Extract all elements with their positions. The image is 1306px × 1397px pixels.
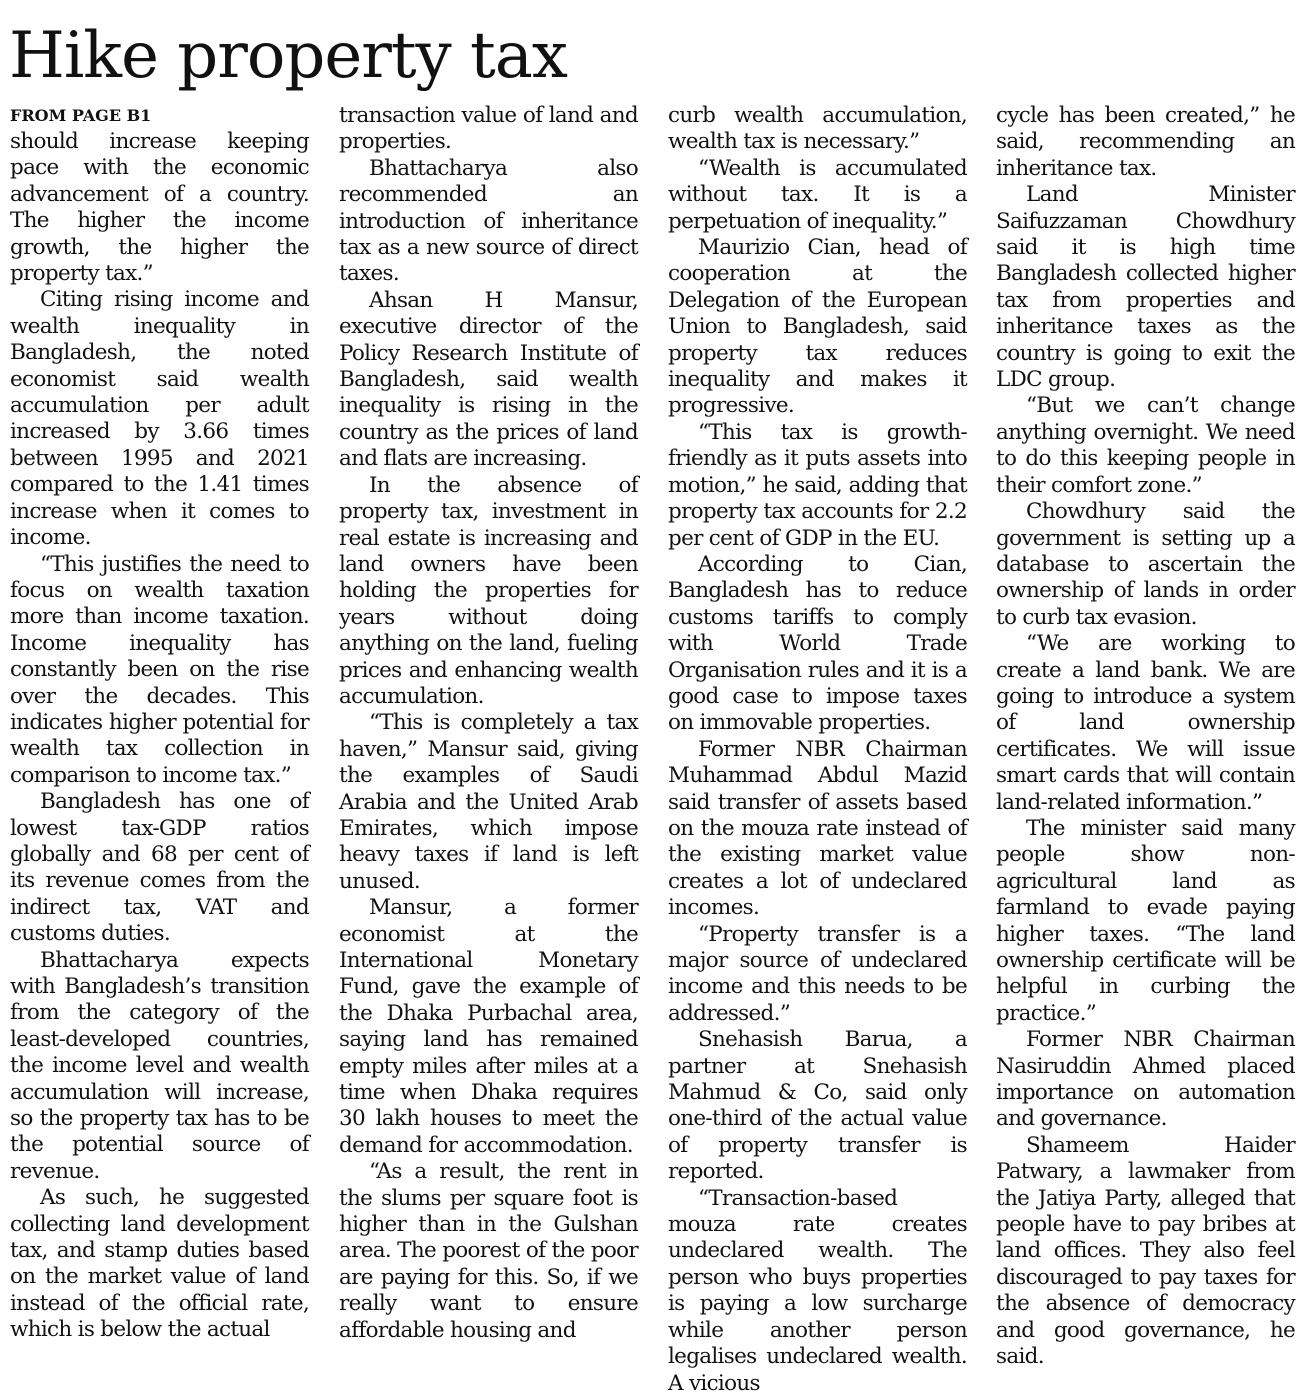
article-column-3 xyxy=(668,103,967,1396)
paragraph: “This tax is growth-friendly as it puts assets into motion,” he said, adding that property tax accounts for 2.2 per cent of GDP in the EU. xyxy=(668,419,967,551)
paragraph: Snehasish Barua, a partner at Snehasish Mahmud & Co, said only one-third of the actual value of property transfer is reported. xyxy=(668,1027,967,1185)
paragraph: Bhattacharya expects with Bangladesh’s transition from the category of the least-developed countries, the income level and wealth accumulation will increase, so the property tax has to be the potential source of revenue. xyxy=(10,947,309,1184)
article-headline: Hike property tax xyxy=(9,19,567,93)
paragraph: Ahsan H Mansur, executive director of the Policy Research Institute of Bangladesh, said wealth inequality is rising in the country as the prices of land and flats are increasing. xyxy=(339,287,638,472)
continued-from-page-label: FROM PAGE B1 xyxy=(10,106,152,125)
paragraph: “Wealth is accumulated without tax. It is a perpetuation of inequality.” xyxy=(668,155,967,234)
article-column-4 xyxy=(996,103,1295,1378)
paragraph: Maurizio Cian, head of cooperation at the Delegation of the European Union to Bangladesh, said property tax reduces inequality and makes it progressive. xyxy=(668,235,967,419)
paragraph: curb wealth accumulation, wealth tax is necessary.” xyxy=(668,103,967,155)
paragraph: As such, he suggested collecting land development tax, and stamp duties based on the market value of land instead of the official rate, which is below the actual xyxy=(10,1185,309,1343)
paragraph: Chowdhury said the government is setting up a database to ascertain the ownership of lands in order to curb tax evasion. xyxy=(996,499,1295,630)
paragraph: Former NBR Chairman Nasiruddin Ahmed placed importance on automation and governance. xyxy=(996,1027,1295,1132)
paragraph: “But we can’t change anything overnight. We need to do this keeping people in their comfort zone.” xyxy=(996,393,1295,498)
paragraph: Bhattacharya also recommended an introduction of inheritance tax as a new source of direct taxes. xyxy=(339,155,638,287)
paragraph: “Transaction-based mouza rate creates undeclared wealth. The person who buys properties is paying a low surcharge while another person legalises undeclared wealth. A vicious xyxy=(668,1185,967,1396)
paragraph: “Property transfer is a major source of undeclared income and this needs to be addressed.” xyxy=(668,921,967,1026)
paragraph: Shameem Haider Patwary, a lawmaker from the Jatiya Party, alleged that people have to pay bribes at land offices. They also feel discouraged to pay taxes for the absence of democracy and good governance, he said. xyxy=(996,1132,1295,1370)
paragraph: Citing rising income and wealth inequality in Bangladesh, the noted economist said wealth accumulation per adult increased by 3.66 times between 1995 and 2021 compared to the 1.41 times increase when it comes to income. xyxy=(10,287,309,551)
paragraph: Land Minister Saifuzzaman Chowdhury said it is high time Bangladesh collected higher tax from properties and inheritance taxes as the country is going to exit the LDC group. xyxy=(996,182,1295,393)
paragraph: Former NBR Chairman Muhammad Abdul Mazid said transfer of assets based on the mouza rate instead of the existing market value creates a lot of undeclared incomes. xyxy=(668,736,967,921)
paragraph: “As a result, the rent in the slums per square foot is higher than in the Gulshan area. The poorest of the poor are paying for this. So, if we really want to ensure affordable housing and xyxy=(339,1159,638,1343)
paragraph: cycle has been created,” he said, recommending an inheritance tax. xyxy=(996,103,1295,181)
paragraph: “This justifies the need to focus on wealth taxation more than income taxation. Income inequality has constantly been on the rise over the decades. This indicates higher potential for wealth tax collection in comparison to income tax.” xyxy=(10,551,309,788)
paragraph: Mansur, a former economist at the International Monetary Fund, gave the example of the Dhaka Purbachal area, saying land has remained empty miles after miles at a time when Dhaka requires 30 lakh houses to meet the demand for accommodation. xyxy=(339,895,638,1158)
paragraph: The minister said many people show non-agricultural land as farmland to evade paying higher taxes. “The land ownership certificate will be helpful in curbing the practice.” xyxy=(996,815,1295,1026)
article-column-2 xyxy=(339,103,638,1378)
paragraph: According to Cian, Bangladesh has to reduce customs tariffs to comply with World Trade Organisation rules and it is a good case to impose taxes on immovable properties. xyxy=(668,551,967,736)
article-column-1 xyxy=(10,103,309,1378)
paragraph: “We are working to create a land bank. We are going to introduce a system of land ownership certificates. We will issue smart cards that will contain land-related information.” xyxy=(996,631,1295,815)
paragraph: should increase keeping pace with the economic advancement of a country. The higher the income growth, the higher the property tax.” xyxy=(10,129,309,287)
paragraph: “This is completely a tax haven,” Mansur said, giving the examples of Saudi Arabia and the United Arab Emirates, which impose heavy taxes if land is left unused. xyxy=(339,710,638,894)
paragraph: In the absence of property tax, investment in real estate is increasing and land owners have been holding the properties for years without doing anything on the land, fueling prices and enhancing wealth accumulation. xyxy=(339,472,638,709)
paragraph: transaction value of land and properties. xyxy=(339,103,638,155)
paragraph: Bangladesh has one of lowest tax-GDP ratios globally and 68 per cent of its revenue comes from the indirect tax, VAT and customs duties. xyxy=(10,789,309,947)
